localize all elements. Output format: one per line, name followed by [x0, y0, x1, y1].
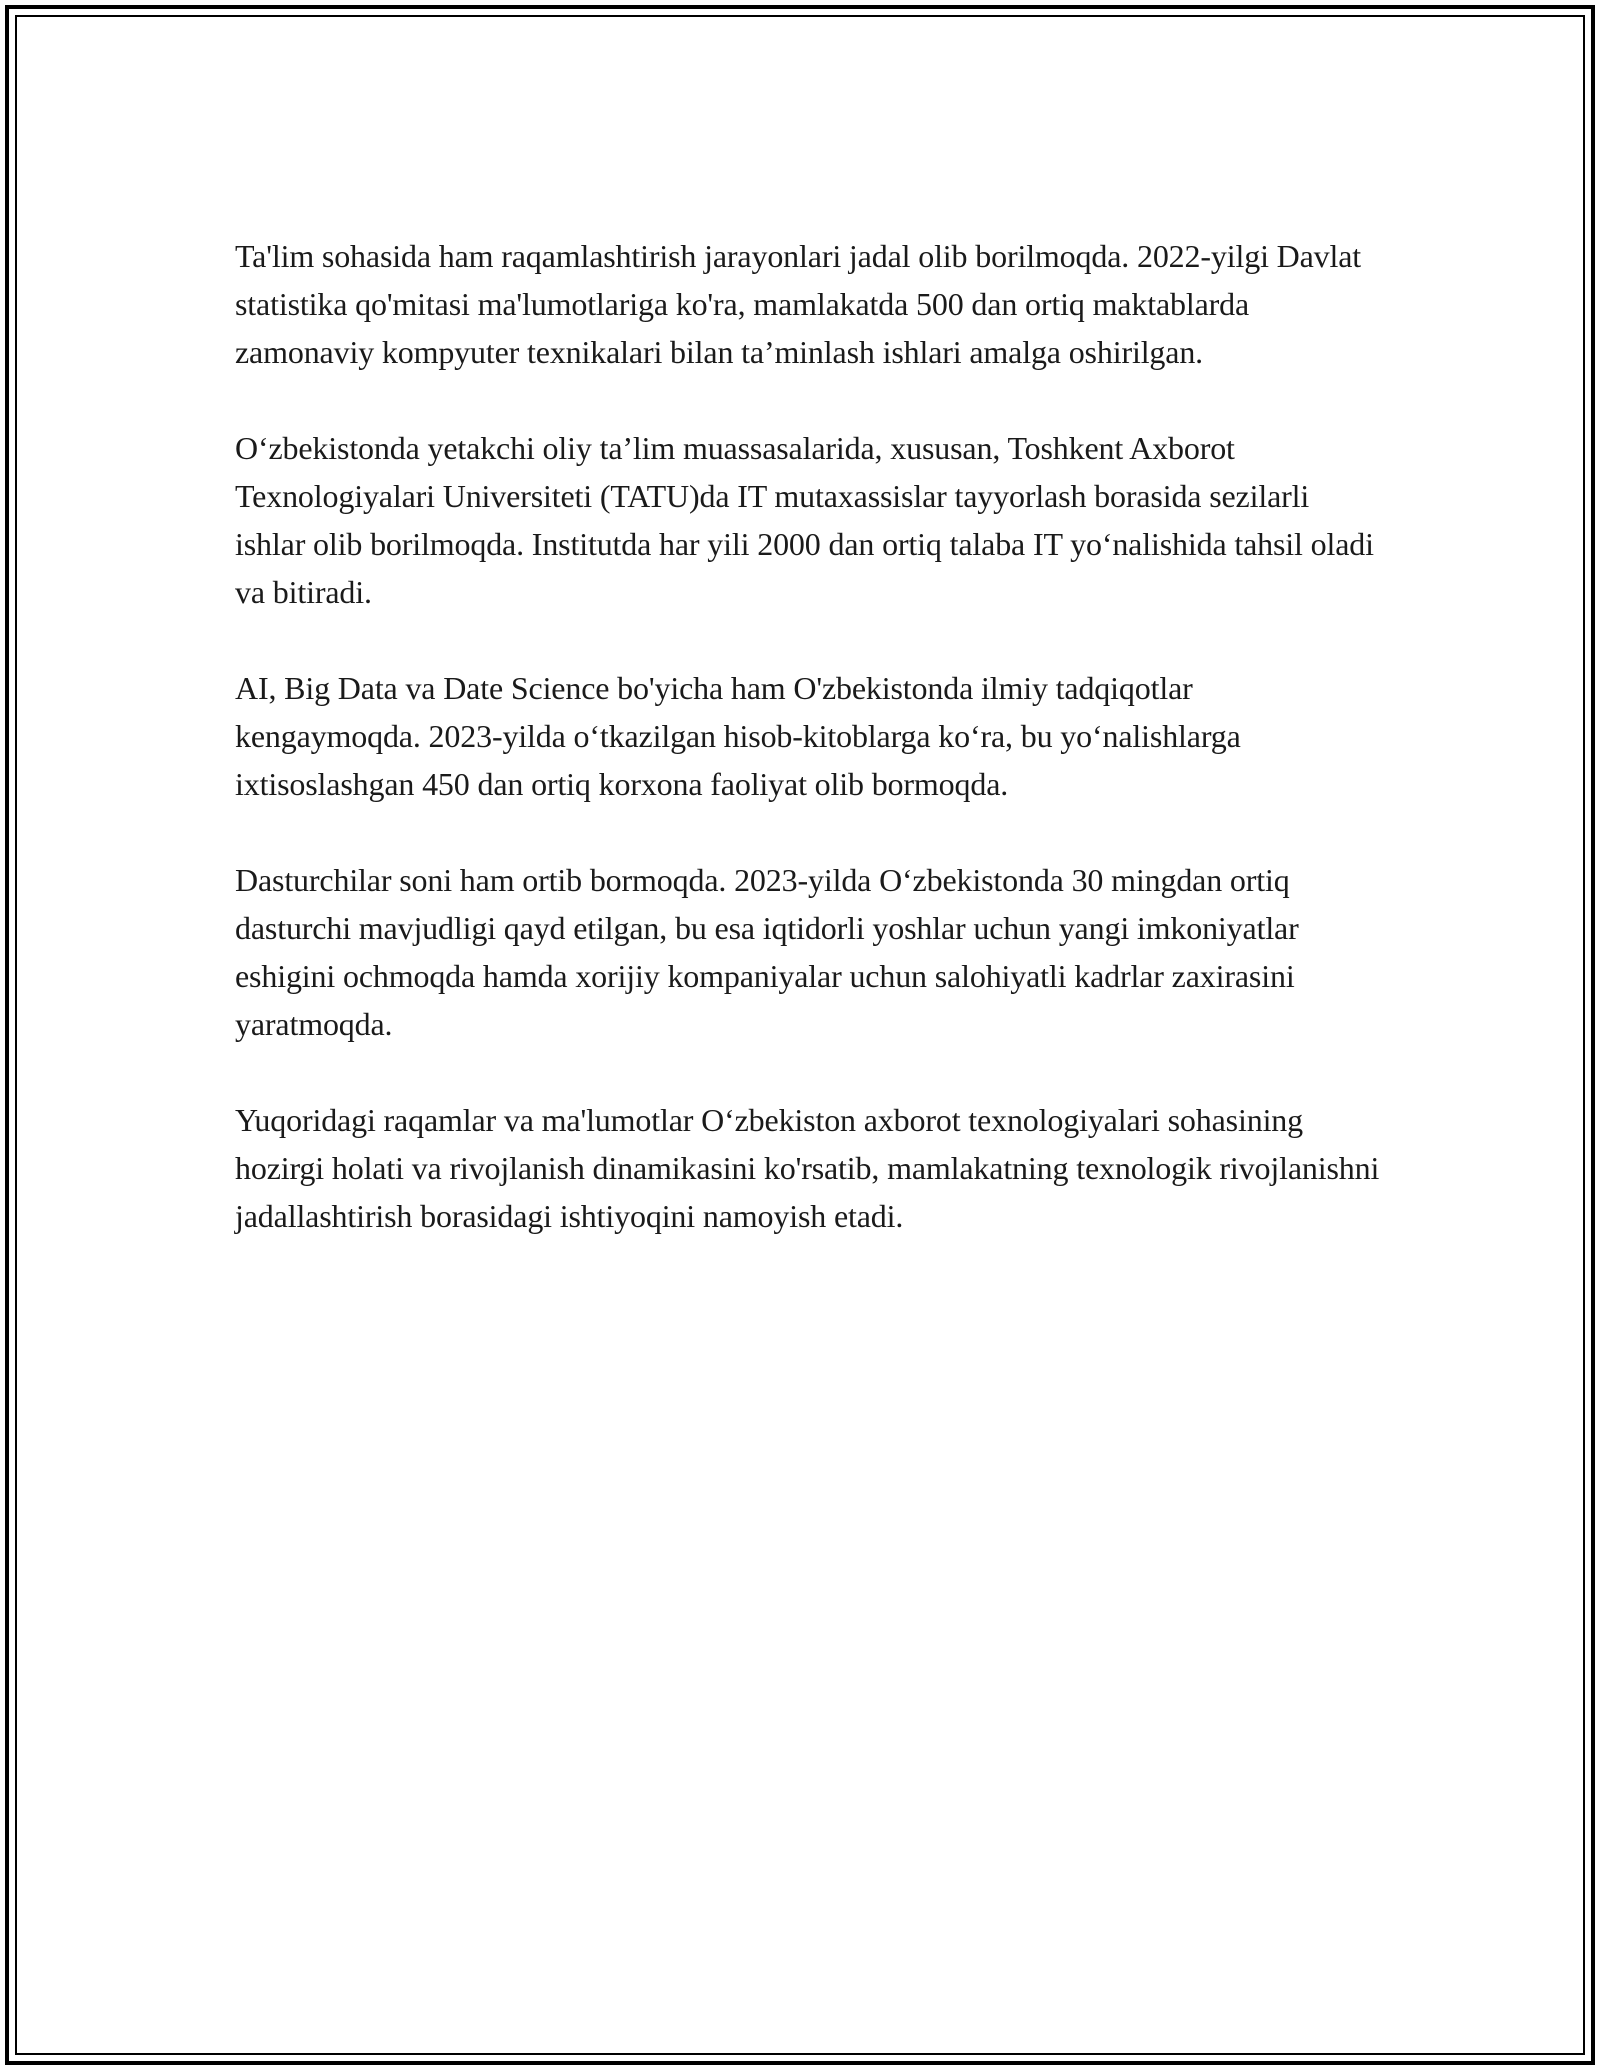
- paragraph-tatu-it-specialists: O‘zbekistonda yetakchi oliy ta’lim muassasalarida, xususan, Toshkent Axborot Texnologiyalari Universiteti (TATU)da IT mutaxassislar tayyorlash borasida sezilarli ishlar olib borilmoqda. Institutda har yili 2000 dan ortiq talaba IT yo‘nalishida tahsil oladi va bitiradi.: [235, 430, 1374, 610]
- document-body: [235, 232, 1385, 1288]
- paragraph-programmers-count: Dasturchilar soni ham ortib bormoqda. 2023-yilda O‘zbekistonda 30 mingdan ortiq dasturchi mavjudligi qayd etilgan, bu esa iqtidorli yoshlar uchun yangi imkoniyatlar eshigini ochmoqda hamda xorijiy kompaniyalar uchun salohiyatli kadrlar zaxirasini yaratmoqda.: [235, 862, 1299, 1042]
- paragraph-conclusion: Yuqoridagi raqamlar va ma'lumotlar O‘zbekiston axborot texnologiyalari sohasining hozirgi holati va rivojlanish dinamikasini ko'rsatib, mamlakatning texnologik rivojlanishni jadallashtirish borasidagi ishtiyoqini namoyish etadi.: [235, 1102, 1380, 1234]
- paragraph-ai-big-data: AI, Big Data va Date Science bo'yicha ham O'zbekistonda ilmiy tadqiqotlar kengaymoqda. 2023-yilda o‘tkazilgan hisob-kitoblarga ko‘ra, bu yo‘nalishlarga ixtisoslashgan 450 dan ortiq korxona faoliyat olib bormoqda.: [235, 670, 1241, 802]
- paragraph-education-digitalization: Ta'lim sohasida ham raqamlashtirish jarayonlari jadal olib borilmoqda. 2022-yilgi Davlat statistika qo'mitasi ma'lumotlariga ko'ra, mamlakatda 500 dan ortiq maktablarda zamonaviy kompyuter texnikalari bilan ta’minlash ishlari amalga oshirilgan.: [235, 238, 1362, 370]
